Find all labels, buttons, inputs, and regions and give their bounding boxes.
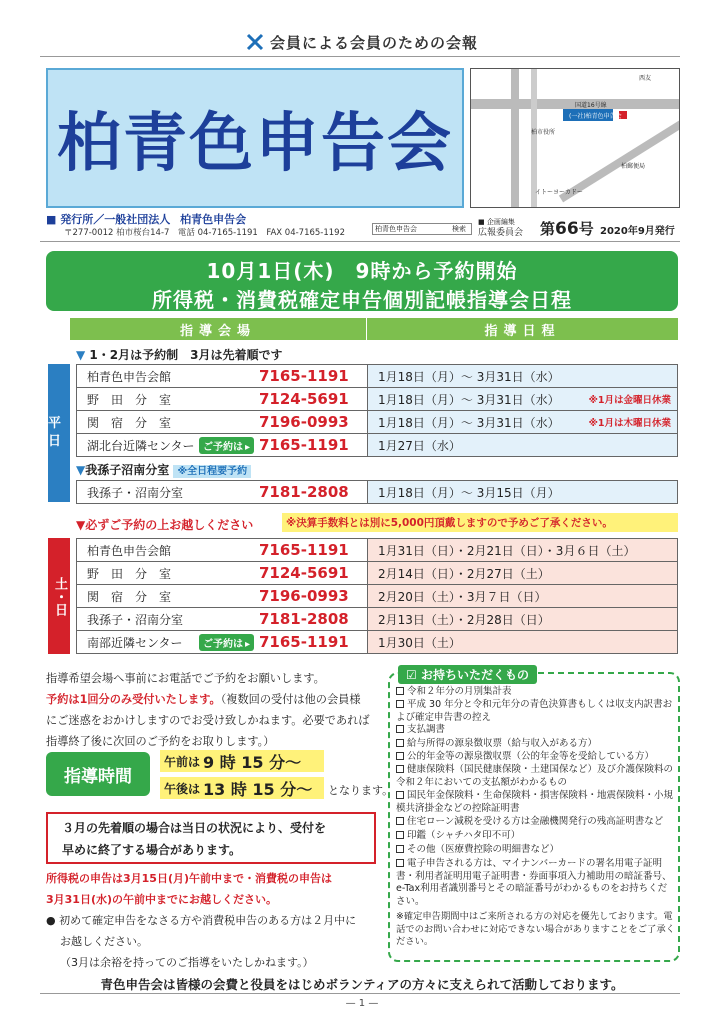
list-item xyxy=(396,764,676,789)
pm-label: 午後は xyxy=(164,781,201,796)
venue-cell xyxy=(77,365,367,387)
item-text: 支払調書 xyxy=(407,724,446,735)
tagline xyxy=(0,32,724,53)
date-cell: 1月27日（水） xyxy=(367,434,677,456)
venue-cell xyxy=(77,481,367,503)
phone-number: 7124-5691 xyxy=(259,564,349,582)
venue-name: 野 田 分 室 xyxy=(87,566,172,581)
checkbox-icon xyxy=(396,817,404,825)
venue-name: 関 宿 分 室 xyxy=(87,589,172,604)
weekend-intro xyxy=(76,516,253,533)
publisher-label: ■ 発行所／一般社団法人 xyxy=(46,213,171,226)
table-row xyxy=(76,630,678,654)
item-text: 住宅ローン減税を受ける方は金融機関発行の残高証明書など xyxy=(407,816,664,827)
venue-cell xyxy=(77,562,367,584)
banner-line1: 10月1日(木) 9時から予約開始 xyxy=(206,259,518,283)
guide-time-label: 指導時間 xyxy=(46,752,150,796)
pm-time xyxy=(160,777,324,799)
abiko-section xyxy=(76,461,251,478)
date-cell: 2月20日（土）・3月７日（日） xyxy=(367,585,677,607)
weekday-note xyxy=(76,346,282,363)
am-time xyxy=(160,750,324,772)
logo-icon xyxy=(246,33,264,51)
date-text: 1月18日（月）～ 3月31日（水） xyxy=(378,392,560,407)
venue-cell xyxy=(77,434,367,456)
map-label-ito: イトーヨーカドー xyxy=(535,189,583,196)
venue-name: 南部近隣センター xyxy=(87,635,183,650)
divider xyxy=(40,56,680,57)
map-label-post: 柏郵便局 xyxy=(621,163,646,170)
list-item xyxy=(396,816,676,829)
page-title: 柏青色申告会 xyxy=(57,106,453,181)
pm-value: 13 時 15 分～ xyxy=(203,779,313,799)
venue-cell xyxy=(77,585,367,607)
list-item xyxy=(396,686,676,699)
table-row xyxy=(76,433,678,457)
item-text: 令和２年分の月別集計表 xyxy=(407,686,512,697)
phone-number: 7165-1191 xyxy=(259,633,349,651)
info-line: 指導終了後に次回のご予約をお取りします。） xyxy=(46,735,275,748)
abiko-title: 我孫子沼南分室 xyxy=(85,463,170,477)
check-icon: ☑ xyxy=(406,668,421,682)
phone-number: 7124-5691 xyxy=(259,390,349,408)
issue-suffix: 号 xyxy=(578,220,594,238)
reserve-badge: ご予約は ▸ xyxy=(199,437,254,454)
publisher-name: 柏青色申告会 xyxy=(180,213,247,226)
title-box xyxy=(46,68,464,208)
weekend-intro-text: 必ずご予約の上お越しください xyxy=(85,518,254,532)
checkbox-icon xyxy=(396,739,404,747)
location-map xyxy=(470,68,680,208)
divider xyxy=(40,241,680,242)
editor-name: 広報委員会 xyxy=(478,228,524,238)
list-item xyxy=(396,858,676,908)
triangle-icon: ▼ xyxy=(76,348,86,362)
list-item xyxy=(396,790,676,815)
search-box: 柏青色申告会 検索 xyxy=(372,223,472,235)
issue-number xyxy=(540,218,594,239)
date-cell: 2月13日（土）・2月28日（日） xyxy=(367,608,677,630)
table-row xyxy=(76,561,678,585)
venue-name: 柏青色申告会館 xyxy=(87,369,172,384)
map-label-route16: 国道16号線 xyxy=(575,102,607,109)
list-item xyxy=(396,844,676,857)
table-row xyxy=(76,387,678,411)
item-text: 平成 30 年分と令和元年分の青色決算書もしくは収支内訳書および確定申告書の控え xyxy=(396,699,673,723)
list-item xyxy=(396,751,676,764)
venue-name: 野 田 分 室 xyxy=(87,392,172,407)
venue-cell xyxy=(77,411,367,433)
weekday-note-text: 1・2月は予約制 3月は先着順です xyxy=(89,348,283,362)
first-line: ● 初めて確定申告をなさる方や消費税申告のある方は２月中に xyxy=(46,914,357,927)
checkbox-icon xyxy=(396,725,404,733)
checkbox-icon xyxy=(396,845,404,853)
date-cell xyxy=(367,388,677,410)
bring-footnote: ※確定申告期間中はご来所される方の対応を優先しております。電話でのお問い合わせに対応できない場合がありますことをご了承ください。 xyxy=(396,911,675,947)
item-text: その他（医療費控除の明細書など） xyxy=(407,844,560,855)
info-rest: （複数回の受付は他の会員様 xyxy=(220,693,361,706)
venue-cell xyxy=(77,608,367,630)
table-row xyxy=(76,538,678,562)
info-red: 予約は1回分のみ受付いたします。 xyxy=(46,693,221,706)
phone-number: 7165-1191 xyxy=(259,541,349,559)
weekend-label: 土・日 xyxy=(48,538,70,654)
editor-info xyxy=(478,217,523,239)
venue-cell xyxy=(77,539,367,561)
venue-cell xyxy=(77,631,367,653)
phone-number: 7196-0993 xyxy=(259,413,349,431)
item-text: 健康保険料（国民健康保険・土建国保など）及び介護保険料の令和２年においての支払額がわかるもの xyxy=(396,764,674,788)
notice-box xyxy=(46,812,376,864)
notice-line: ３月の先着順の場合は当日の状況により、受付を xyxy=(62,821,327,835)
table-row xyxy=(76,480,678,504)
item-text: 公的年金等の源泉徴収票（公的年金等を受給している方） xyxy=(407,751,655,762)
closure-note: ※1月は木曜日休業 xyxy=(588,418,671,429)
info-paragraph xyxy=(46,668,380,752)
fee-note: ※決算手数料とは別に5,000円頂戴しますので予めご了承ください。 xyxy=(282,513,678,532)
editor-label: ■ 企画編集 xyxy=(478,218,515,226)
tagline-text: 会員による会員のための会報 xyxy=(269,34,478,52)
phone-number: 7181-2808 xyxy=(259,483,349,501)
item-text: 国民年金保険料・生命保険料・損害保険料・地震保険料・小規模共済掛金などの控除証明書 xyxy=(396,790,674,814)
date-cell: 2月14日（日）・2月27日（土） xyxy=(367,562,677,584)
map-label-city-hall: 柏市役所 xyxy=(531,129,556,136)
table-row xyxy=(76,364,678,388)
venue-name: 柏青色申告会館 xyxy=(87,543,172,558)
first-time-note xyxy=(46,910,380,973)
triangle-icon: ▼ xyxy=(76,518,86,532)
venue-name: 湖北台近隣センター xyxy=(87,438,195,453)
checkbox-icon xyxy=(396,752,404,760)
item-text: 給与所得の源泉徴収票（給与収入がある方） xyxy=(407,738,598,749)
abiko-badge: ※全日程要予約 xyxy=(173,465,251,478)
venue-cell xyxy=(77,388,367,410)
date-cell: 1月18日（月）～ 3月15日（月） xyxy=(367,481,677,503)
date-text: 1月18日（月）～ 3月31日（水） xyxy=(378,415,560,430)
phone-number: 7165-1191 xyxy=(259,436,349,454)
list-item xyxy=(396,738,676,751)
item-text: 印鑑（シャチハタ印不可） xyxy=(407,830,521,841)
footer-text: 青色申告会は皆様の会費と役員をはじめボランティアの方々に支えられて活動しております。 xyxy=(100,977,624,992)
info-line: にご迷惑をおかけしますのでお受け致しかねます。必要であれば xyxy=(46,714,370,727)
closure-note: ※1月は金曜日休業 xyxy=(588,395,671,406)
am-value: 9 時 15 分～ xyxy=(203,752,302,772)
table-row xyxy=(76,607,678,631)
checkbox-icon xyxy=(396,859,404,867)
header-venue: 指導会場 xyxy=(179,323,256,339)
deadline-text xyxy=(46,868,380,910)
date-cell: 1月31日（日）・2月21日（日）・3月６日（土） xyxy=(367,539,677,561)
list-item xyxy=(396,724,676,737)
map-label-office: (一社)柏青色申告会 xyxy=(569,113,622,120)
bring-items-title xyxy=(398,665,537,684)
table-row xyxy=(76,584,678,608)
checkbox-icon xyxy=(396,791,404,799)
publish-date: 2020年9月発行 xyxy=(600,226,675,237)
headline-banner xyxy=(46,251,678,311)
map-label-seiyu: 西友 xyxy=(639,75,652,82)
phone-number: 7196-0993 xyxy=(259,587,349,605)
divider xyxy=(40,993,680,994)
venue-name: 我孫子・沼南分室 xyxy=(87,485,184,500)
issue-num: 66 xyxy=(555,219,579,239)
header-schedule: 指導日程 xyxy=(366,318,678,340)
checkbox-icon xyxy=(396,687,404,695)
venue-name: 我孫子・沼南分室 xyxy=(87,612,184,627)
first-line: （3月は余裕を持ってのご指導をいたしかねます。） xyxy=(60,956,314,969)
date-cell: 1月30日（土） xyxy=(367,631,677,653)
deadline-line: 所得税の申告は3月15日(月)午前中まで・消費税の申告は xyxy=(46,872,333,885)
page-number: — 1 — xyxy=(345,998,379,1009)
deadline-line: 3月31日(水)の午前中までにお越しください。 xyxy=(46,893,278,906)
checkbox-icon xyxy=(396,700,404,708)
date-cell xyxy=(367,411,677,433)
table-header xyxy=(70,318,678,340)
publisher-line xyxy=(46,211,246,227)
info-line: 指導希望会場へ事前にお電話でご予約をお願いします。 xyxy=(46,672,325,685)
reserve-badge: ご予約は ▸ xyxy=(199,634,254,651)
issue-prefix: 第 xyxy=(540,220,556,238)
date-cell: 1月18日（月）～ 3月31日（水） xyxy=(367,365,677,387)
table-row xyxy=(76,410,678,434)
info-line xyxy=(46,689,380,710)
triangle-icon: ▼ xyxy=(76,463,86,477)
bring-title-text: お持ちいただくもの xyxy=(420,668,529,682)
weekday-label: 平日 xyxy=(48,364,70,502)
pm-suffix: となります。 xyxy=(328,784,394,797)
first-line: お越しください。 xyxy=(60,935,148,948)
banner-line2: 所得税・消費税確定申告個別記帳指導会日程 xyxy=(152,288,572,312)
checkbox-icon xyxy=(396,765,404,773)
publisher-address: 〒277-0012 柏市桜台14-7 電話 04-7165-1191 FAX 04-7165-1192 xyxy=(64,228,345,238)
list-item xyxy=(396,699,676,724)
notice-line: 早めに終了する場合があります。 xyxy=(62,843,242,857)
phone-number: 7181-2808 xyxy=(259,610,349,628)
item-text: 電子申告される方は、マイナンバーカードの署名用電子証明書・利用者証明用電子証明書・券面事項入力補助用の暗証番号、e-Tax利用者識別番号とその暗証番号がわかるものをお持ちください。 xyxy=(396,858,672,907)
venue-name: 関 宿 分 室 xyxy=(87,415,172,430)
phone-number: 7165-1191 xyxy=(259,367,349,385)
list-item xyxy=(396,830,676,843)
checkbox-icon xyxy=(396,831,404,839)
am-label: 午前は xyxy=(164,754,201,769)
